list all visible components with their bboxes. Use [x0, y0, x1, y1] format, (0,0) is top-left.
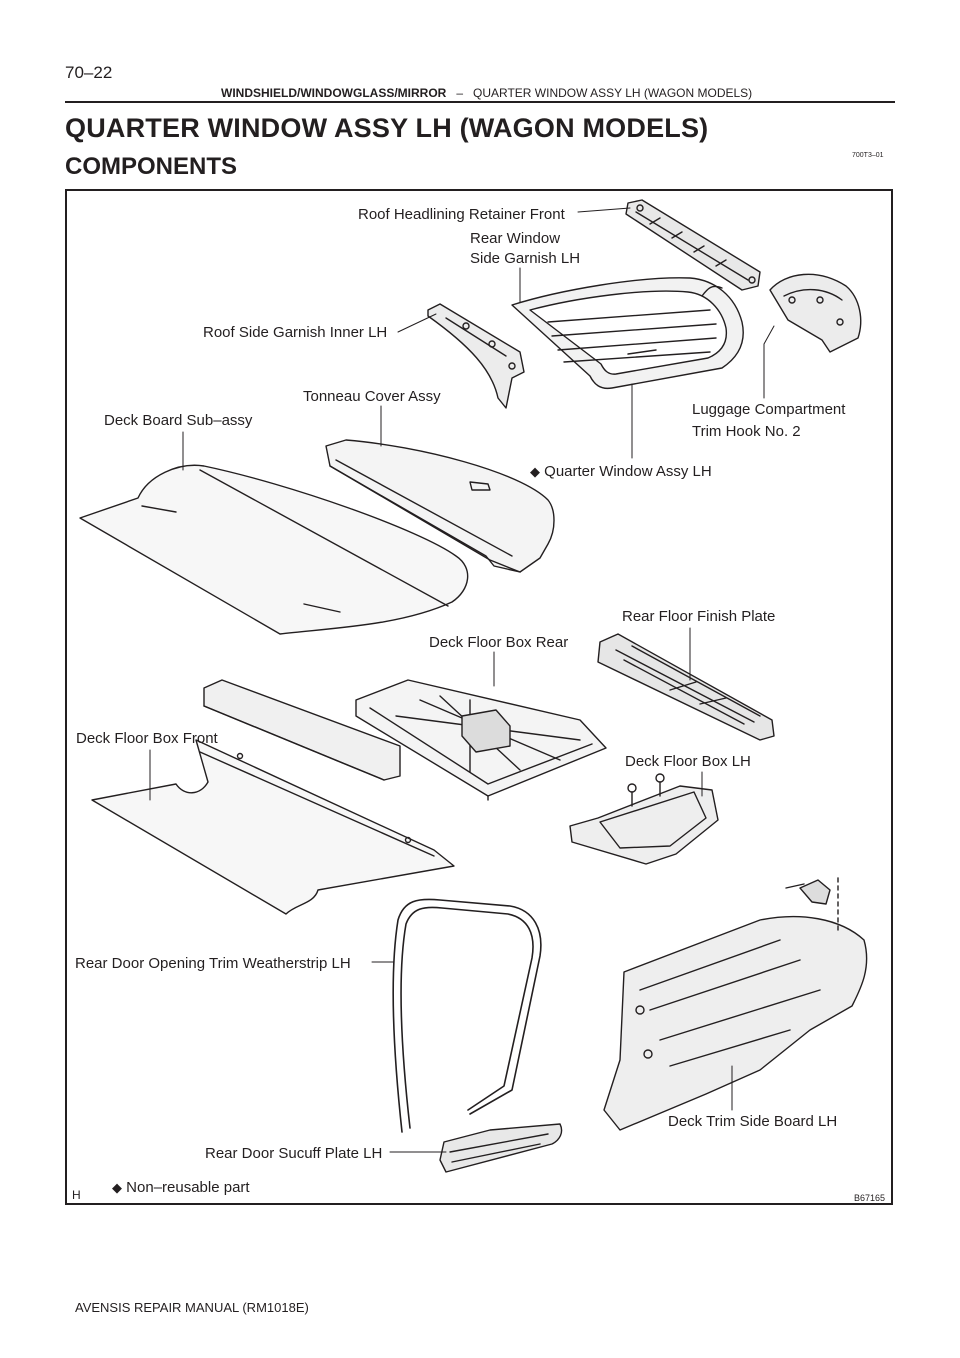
label-quarter-window-text: Quarter Window Assy LH: [544, 463, 712, 480]
non-reusable-mark: ◆: [530, 464, 540, 479]
label-quarter-window-assy: [530, 461, 712, 482]
label-deck-trim-side-board: Deck Trim Side Board LH: [668, 1113, 838, 1130]
legend: [112, 1177, 250, 1198]
roof-headlining-retainer-part: [626, 200, 760, 290]
label-luggage-compartment-1: Luggage Compartment: [692, 401, 846, 418]
label-rear-door-opening-trim: Rear Door Opening Trim Weatherstrip LH: [75, 955, 351, 972]
deck-trim-side-board-part: [604, 878, 867, 1130]
header-section: WINDSHIELD/WINDOWGLASS/MIRROR: [221, 86, 447, 100]
label-luggage-compartment-2: Trim Hook No. 2: [692, 423, 801, 440]
page-number: 70–22: [65, 63, 113, 82]
label-rear-window-side-garnish-1: Rear Window: [470, 230, 561, 247]
label-rear-floor-finish-plate: Rear Floor Finish Plate: [622, 608, 776, 625]
legend-symbol: ◆: [112, 1180, 122, 1195]
rear-floor-finish-plate-part: [598, 634, 774, 740]
deck-floor-box-rear-part: [356, 680, 606, 800]
figure-code: B67165: [854, 1193, 886, 1203]
label-roof-headlining-retainer-front: Roof Headlining Retainer Front: [358, 206, 565, 223]
label-rear-door-scuff-plate: Rear Door Sucuff Plate LH: [205, 1145, 383, 1162]
roof-side-garnish-part: [428, 304, 524, 408]
header-separator: –: [456, 86, 464, 100]
label-rear-window-side-garnish-2: Side Garnish LH: [470, 250, 581, 267]
corner-mark: H: [72, 1188, 81, 1202]
legend-text: Non–reusable part: [126, 1179, 250, 1196]
section-title: COMPONENTS: [65, 153, 238, 180]
label-deck-floor-box-rear: Deck Floor Box Rear: [429, 634, 569, 651]
label-tonneau-cover-assy: Tonneau Cover Assy: [303, 388, 441, 405]
doc-code: 700T3–01: [852, 152, 884, 159]
label-deck-floor-box-lh: Deck Floor Box LH: [625, 753, 751, 770]
footer: AVENSIS REPAIR MANUAL (RM1018E): [75, 1300, 309, 1315]
scuff-plate-part: [440, 1124, 562, 1172]
page-title: QUARTER WINDOW ASSY LH (WAGON MODELS): [65, 113, 709, 143]
label-roof-side-garnish-inner: Roof Side Garnish Inner LH: [203, 324, 388, 341]
label-deck-board-sub-assy: Deck Board Sub–assy: [104, 412, 253, 429]
luggage-trim-hook-part: [770, 274, 861, 352]
deck-floor-box-lh-part: [570, 774, 718, 864]
weatherstrip-part: [393, 899, 541, 1132]
label-deck-floor-box-front: Deck Floor Box Front: [76, 730, 218, 747]
header-topic: QUARTER WINDOW ASSY LH (WAGON MODELS): [473, 86, 753, 100]
quarter-window-part: [512, 278, 743, 389]
